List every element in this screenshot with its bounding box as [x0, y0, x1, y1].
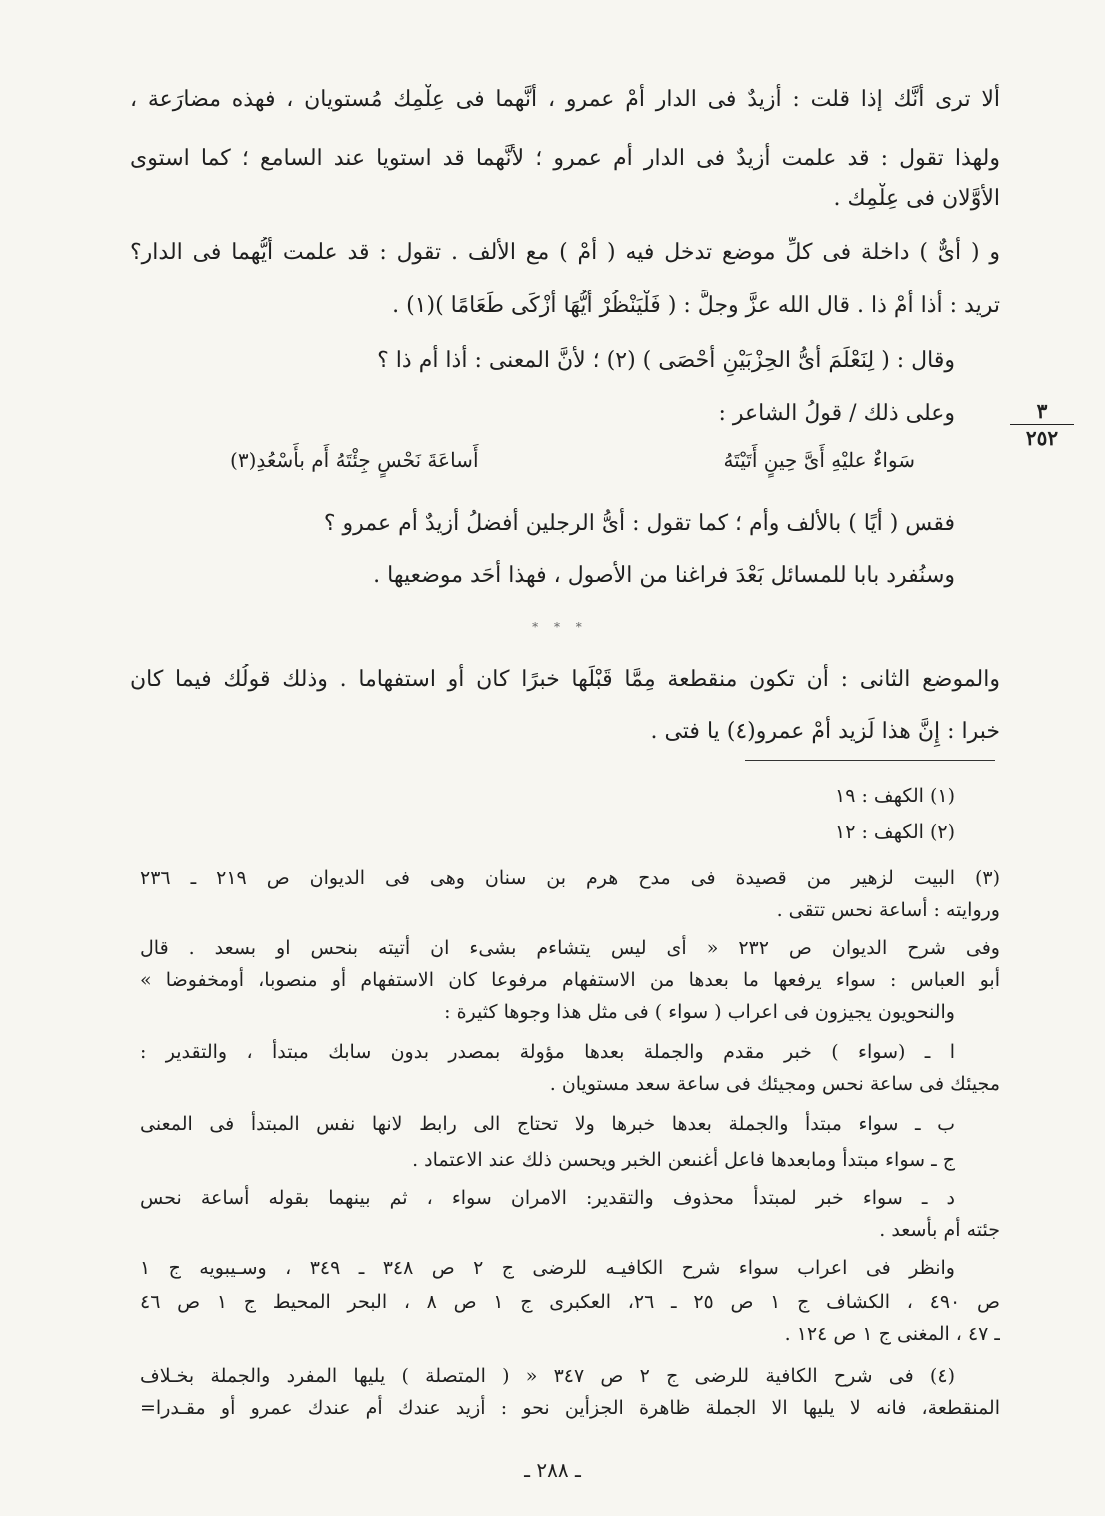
footnote-4-line-2: المنقطعة، فانه لا يليها الا الجملة ظاهرة الجزأين نحو : أزيد عندك أم عندك عمرو أو مقـدرا=: [140, 1397, 1000, 1419]
footnote-3-line-12: وانظر فى اعراب سواء شرح الكافيـه للرضى ج ٢ ص ٣٤٨ ـ ٣٤٩ ، وسـيبويه ج ١: [140, 1257, 955, 1279]
poetry-verse: [230, 445, 915, 475]
footnote-3-line-9: ج ـ سواء مبتدأ ومابعدها فاعل أغنىعن الخبر ويحسن ذلك عند الاعتماد .: [412, 1149, 955, 1171]
footnote-3-line-4: أبو العباس : سواء يرفعها ما بعدها من الاستفهام مرفوعا كان الاستفهام أو منصوبا، أومخفوضا »: [140, 969, 1000, 991]
margin-ref-bottom: ٢٥٢: [1025, 426, 1059, 450]
footnote-3-line-2: وروايته : أساعة نحس تتقى .: [776, 899, 1000, 921]
footnote-2: (٢) الكهف : ١٢: [835, 821, 955, 843]
margin-page-reference: [1010, 398, 1074, 451]
footnote-3-line-10: د ـ سواء خبر لمبتدأ محذوف والتقدير: الامران سواء ، ثم بينهما بقوله أساعة نحس: [140, 1187, 955, 1209]
footnote-4: (٤) فى شرح الكافية للرضى ج ٢ ص ٣٤٧ « ( المتصلة ) يليها المفرد والجملة بخـلاف: [140, 1365, 955, 1387]
main-line-10: والموضع الثانى : أَن تكون منقطعة مِمَّا قَبْلَها خبرًا كان أَو استفهاما . وذلك قولُك فيما كان: [130, 667, 1000, 692]
verse-second-hemistich: أَساعَةَ نَحْسٍ جِئْتَهُ أَم بأَسْعُدِ(٣): [230, 448, 479, 472]
page-number: ـ ٢٨٨ ـ: [524, 1458, 581, 1482]
footnote-3-line-3: وفى شرح الديوان ص ٢٣٢ « أى ليس يتشاءم بشىء ان أتيته بنحس او بسعد . قال: [140, 937, 1000, 959]
main-line-6: وقال : ( لِنَعْلَمَ أَىُّ الحِزْبَيْنِ أَحْصَى ) (٢) ؛ لأَنَّ المعنى : أذا أم ذا ؟: [377, 348, 955, 373]
section-separator: * * *: [532, 620, 588, 634]
footnote-divider: [745, 760, 995, 761]
main-line-8: فقس ( أَيًا ) بالأَلف وأَم ؛ كما تقول : أَىُّ الرجلين أَفضلُ أَزيدٌ أَم عمرو ؟: [323, 511, 955, 536]
footnote-3-line-13: ص ٤٩٠ ، الكشاف ج ١ ص ٢٥ ـ ٢٦، العكبرى ج ١ ص ٨ ، البحر المحيط ج ١ ص ٤٦: [140, 1291, 1000, 1313]
footnote-1: (١) الكهف : ١٩: [835, 785, 955, 807]
main-line-3: الأَوَّلان فى عِلْمِك .: [833, 186, 1000, 211]
footnote-3: (٣) البيت لزهير من قصيدة فى مدح هرم بن سنان وهى فى الديوان ص ٢١٩ ـ ٢٣٦: [140, 867, 1000, 889]
footnote-3-line-5: والنحويون يجيزون فى اعراب ( سواء ) فى مثل هذا وجوها كثيرة :: [444, 1001, 955, 1023]
footnote-3-line-14: ـ ٤٧ ، المغنى ج ١ ص ١٢٤ .: [784, 1323, 1000, 1345]
main-line-1: ألا ترى أنَّك إذا قلت : أزيدٌ فى الدار أَمْ عمرو ، أنَّهما فى عِلْمِك مُستويان ، فهذه مضارَعة ،: [130, 87, 1000, 112]
footnote-3-line-11: جئته أم بأسعد .: [879, 1219, 1000, 1241]
footnote-3-line-7: مجيئك فى ساعة نحس ومجيئك فى ساعة سعد مستويان .: [549, 1073, 1000, 1095]
footnote-3-line-6: ا ـ (سواء ) خبر مقدم والجملة بعدها مؤولة بمصدر بدون سابك مبتدأ ، والتقدير :: [140, 1041, 955, 1063]
main-line-9: وسنُفرد بابا للمسائل بَعْدَ فراغنا من الأُصول ، فهذا أَحَد موضعيها .: [373, 563, 955, 588]
footnote-3-line-8: ب ـ سواء مبتدأ والجملة بعدها خبرها ولا تحتاج الى رابط لانها نفس المبتدأ فى المعنى: [140, 1113, 955, 1135]
main-line-5: تريد : أذا أَمْ ذا . قال الله عزَّ وجلَّ : ( فَلْيَنْظُرْ أَيُّهَا أَزْكَى طَعَامًا )(١) .: [392, 293, 1000, 318]
main-line-4: و ( أَىٌّ ) داخلة فى كلِّ موضع تدخل فيه ( أَمْ ) مع الأَلف . تقول : قد علمت أَيُّهما فى الدار؟: [130, 240, 1000, 265]
verse-first-hemistich: سَواءٌ عليْهِ أَىَّ حِينٍ أَتَيْتَهُ: [723, 448, 915, 472]
main-line-7: وعلى ذلك / قولُ الشاعر :: [718, 401, 955, 426]
margin-ref-top: ٣: [1010, 398, 1074, 425]
main-line-2: ولهذا تقول : قد علمت أزيدٌ فى الدار أم عمرو ؛ لأَنَّهما قد استويا عند السامع ؛ كما استوى: [130, 146, 1000, 171]
main-line-11: خبرا : إِنَّ هذا لَزيد أَمْ عمرو(٤) يا فتى .: [650, 719, 1000, 744]
